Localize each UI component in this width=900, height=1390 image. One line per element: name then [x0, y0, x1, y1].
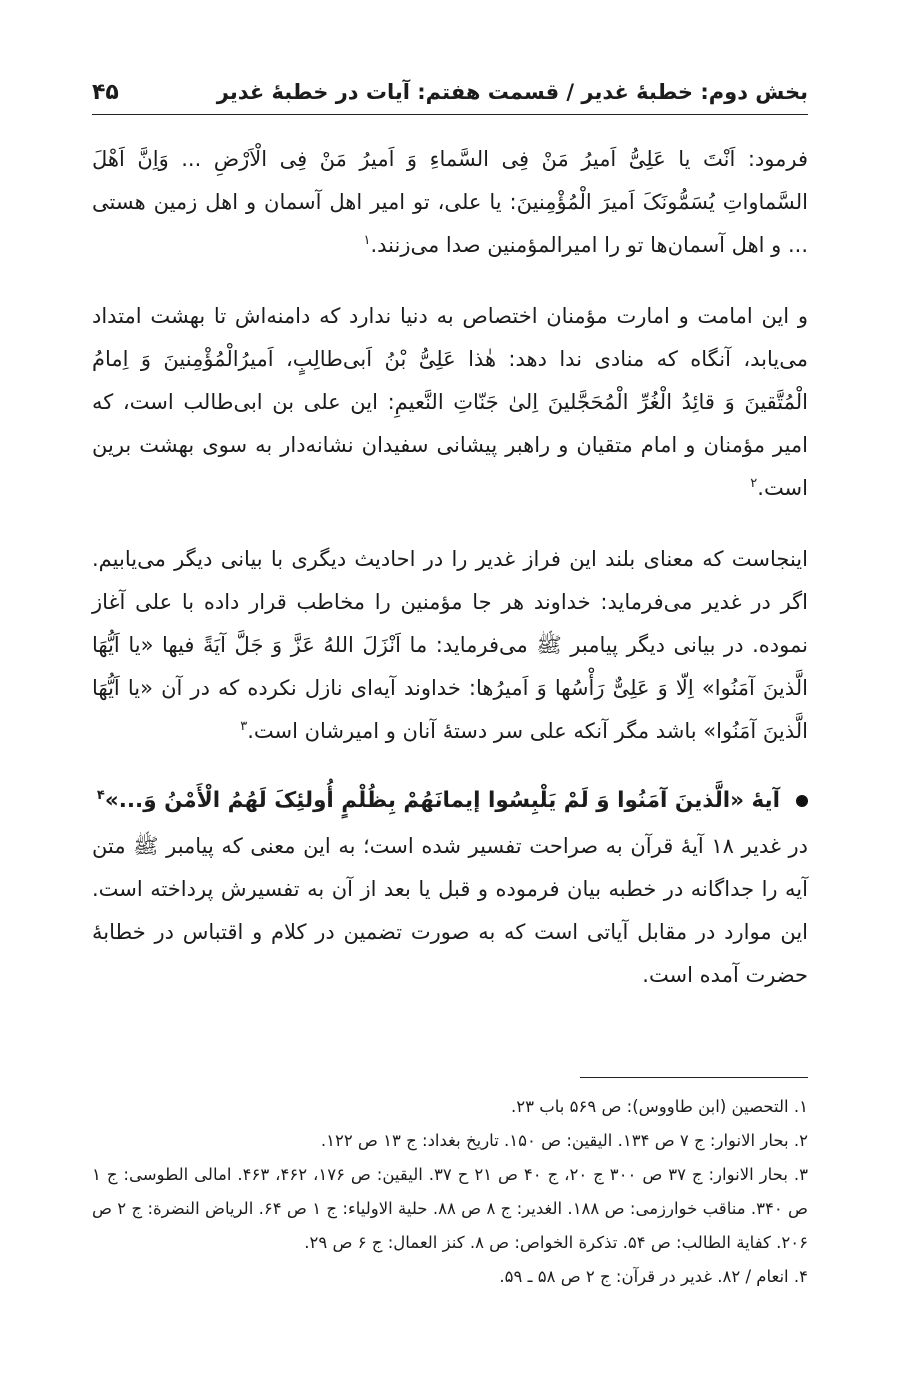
footnote-2: ۲. بحار الانوار: ج ۷ ص ۱۳۴. الیقین: ص ۱۵۰. تاریخ بغداد: ج ۱۳ ص ۱۲۲.: [320, 1131, 808, 1150]
footnote-1: ۱. التحصین (ابن طاووس): ص ۵۶۹ باب ۲۳.: [510, 1097, 808, 1116]
footnote-ref-2[interactable]: ۲: [750, 476, 758, 491]
paragraph-1-text: فرمود: اَنْتَ یا عَلِیُّ اَمیرُ مَنْ فِی السَّماءِ وَ اَمیرُ مَنْ فِی الْاَرْضِ ... وَاِنَّ اَهْلَ السَّماواتِ یُسَمُّونَکَ اَمیرَ الْمُؤْمِنینَ: یا علی، تو امیر اهل آسمان و اهل زمین هستی ... و اهل آسمان‌ها تو را امیرالمؤمنین صدا می‌زنند.: [92, 147, 808, 257]
footnote-3: ۳. بحار الانوار: ج ۳۷ ص ۳۰۰ ج ۲۰، ج ۴۰ ص ۲۱ ح ۳۷. الیقین: ص ۱۷۶، ۴۶۲، ۴۶۳. امالی الطوسی: ج ۱ ص ۳۴۰. مناقب خوارزمی: ص ۱۸۸. الغدیر: ج ۸ ص ۸۸. حلیة الاولیاء: ج ۱ ص ۶۴. الریاض النضرة: ج ۲ ص ۲۰۶. کفایة الطالب: ص ۵۴. تذکرة الخواص: ص ۸. کنز العمال: ج ۶ ص ۲۹.: [92, 1165, 808, 1252]
running-header: [92, 70, 808, 115]
header-title: بخش دوم: خطبهٔ غدیر / قسمت هفتم: آیات در خطبهٔ غدیر: [216, 80, 808, 104]
footnote-ref-3[interactable]: ۳: [240, 719, 248, 734]
footnote-4: ۴. انعام / ۸۲. غدیر در قرآن: ج ۲ ص ۵۸ ـ ۵۹.: [499, 1267, 808, 1286]
paragraph-4: [92, 825, 808, 997]
paragraph-3: [92, 538, 808, 753]
footnote-ref-4[interactable]: ۴: [96, 787, 105, 803]
page-number: ۴۵: [92, 79, 119, 105]
footnote-ref-1[interactable]: ۱: [363, 233, 371, 248]
paragraph-2: [92, 295, 808, 510]
section-heading-text: آیهٔ «الَّذینَ آمَنُوا وَ لَمْ یَلْبِسُوا إیمانَهُمْ بِظُلْمٍ أُولئِکَ لَهُمُ الْأَمْنُ وَ...»: [104, 788, 780, 813]
footnotes: [92, 1090, 808, 1294]
section-heading: [92, 781, 808, 821]
main-text: [92, 138, 808, 997]
paragraph-1: [92, 138, 808, 267]
paragraph-2-text: و این امامت و امارت مؤمنان اختصاص به دنیا ندارد که دامنه‌اش تا بهشت امتداد می‌یابد، آنگاه که منادی ندا دهد: هٰذا عَلِیُّ بْنُ اَبی‌طالِبٍ، اَمیرُالْمُؤْمِنینَ وَ اِمامُ الْمُتَّقینَ وَ قائِدُ الْغُرِّ الْمُحَجَّلینَ اِلیٰ جَنّاتِ النَّعیمِ: این علی بن ابی‌طالب است، که امیر مؤمنان و امام متقیان و راهبر پیشانی سفیدان نشانه‌دار به سوی بهشت برین است.: [92, 304, 808, 500]
bullet-icon: [796, 795, 808, 807]
paragraph-4-text: در غدیر ۱۸ آیهٔ قرآن به صراحت تفسیر شده است؛ به این معنی که پیامبر ﷺ متن آیه را جداگانه در خطبه بیان فرموده و قبل یا بعد از آن به تفسیرش پرداخته است. این موارد در مقابل آیاتی است که به صورت تضمین در کلام و اقتباس در خطابهٔ حضرت آمده است.: [92, 834, 808, 987]
footnote-divider: [580, 1077, 808, 1078]
paragraph-3-text: اینجاست که معنای بلند این فراز غدیر را در احادیث دیگری با بیانی دیگر می‌یابیم. اگر در غدیر می‌فرماید: خداوند هر جا مؤمنین را مخاطب قرار داده با علی آغاز نموده. در بیانی دیگر پیامبر ﷺ می‌فرماید: ما اَنْزَلَ اللهُ عَزَّ وَ جَلَّ آیَةً فیها «یا اَیُّهَا الَّذینَ آمَنُوا» اِلّا وَ عَلِیٌّ رَأْسُها وَ اَمیرُها: خداوند آیه‌ای نازل نکرده که در آن «یا اَیُّهَا الَّذینَ آمَنُوا» باشد مگر آنکه علی سر دستهٔ آنان و امیرشان است.: [92, 547, 808, 743]
